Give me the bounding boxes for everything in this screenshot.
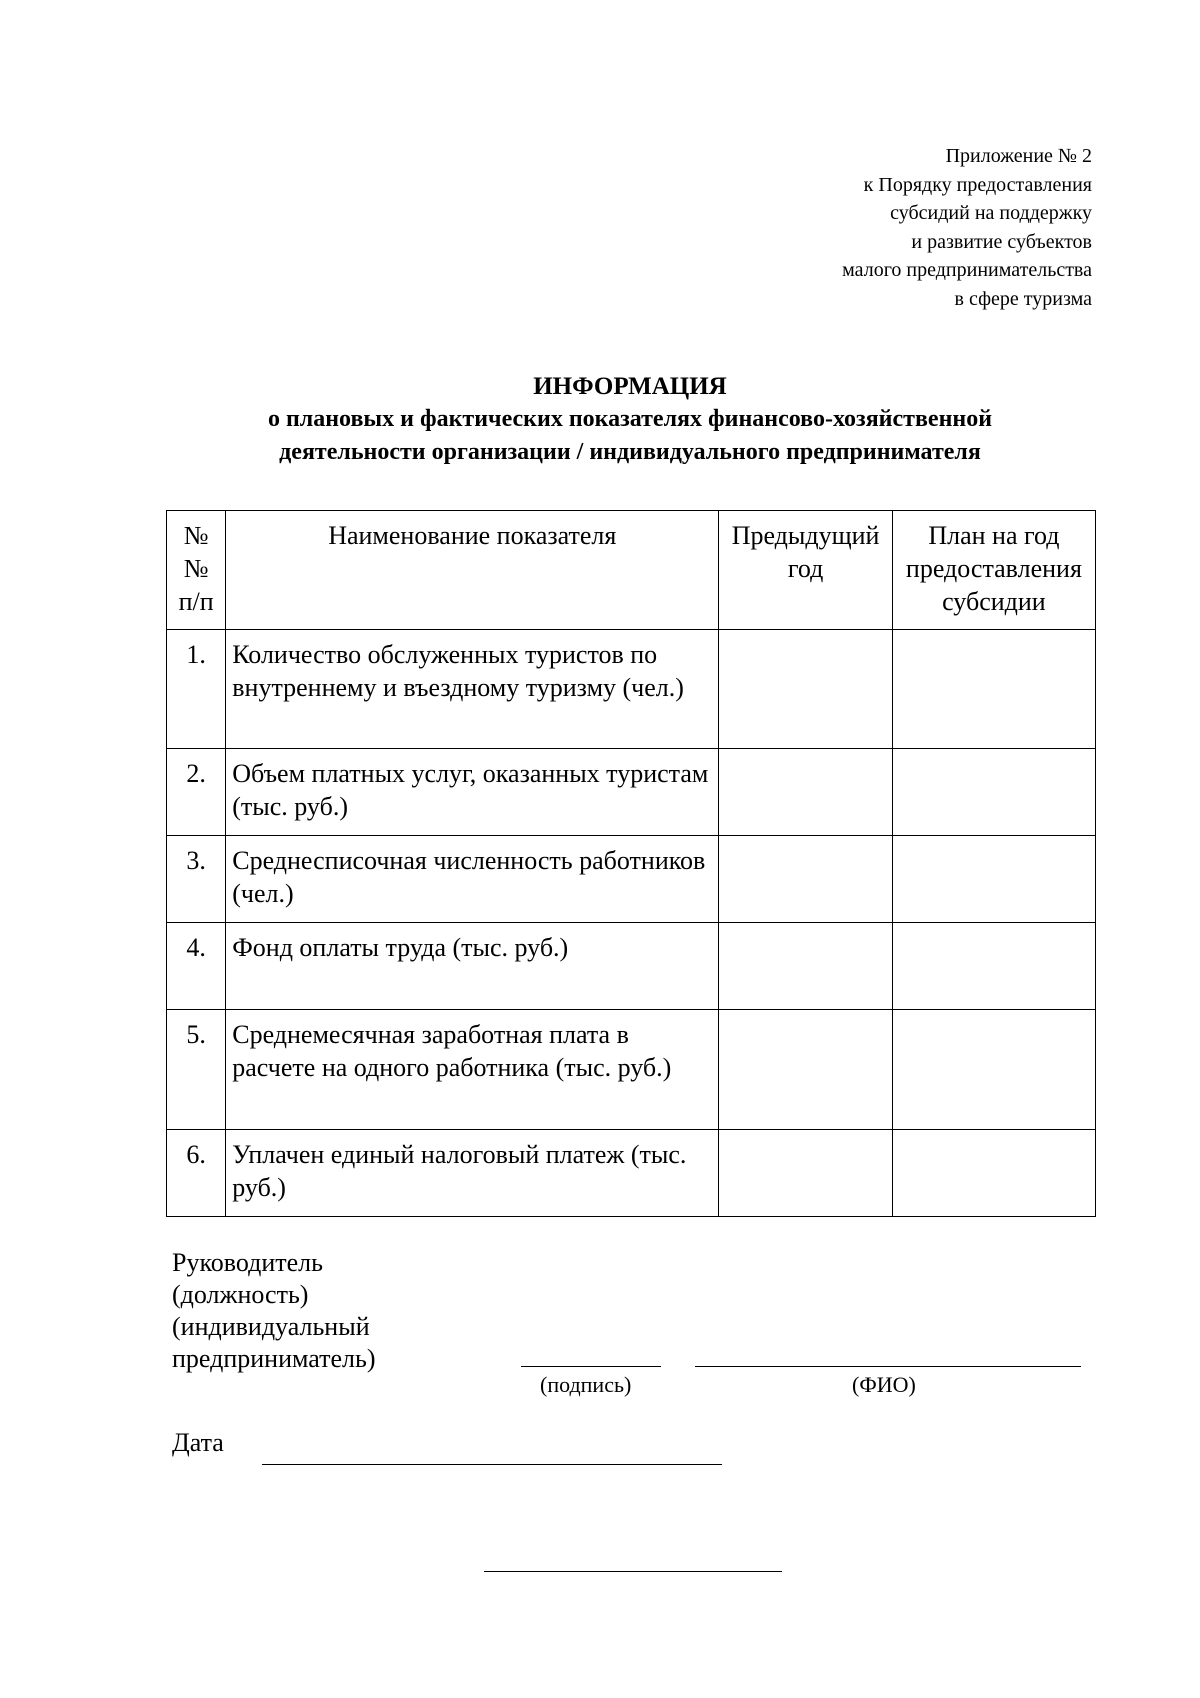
header-name: Наименование показателя bbox=[226, 511, 719, 630]
title-main: ИНФОРМАЦИЯ bbox=[533, 373, 727, 400]
name-line[interactable] bbox=[695, 1366, 1081, 1367]
row-num: 5. bbox=[167, 1010, 226, 1130]
table-row bbox=[167, 923, 1096, 1010]
row-plan-value[interactable] bbox=[892, 1010, 1095, 1130]
table-row bbox=[167, 749, 1096, 836]
row-num: 3. bbox=[167, 836, 226, 923]
table-header-row bbox=[167, 511, 1096, 630]
signer-title bbox=[172, 1247, 376, 1375]
row-plan-value[interactable] bbox=[892, 923, 1095, 1010]
name-caption: (ФИО) bbox=[852, 1372, 916, 1397]
appendix-line: Приложение № 2 bbox=[945, 145, 1092, 167]
row-plan-value[interactable] bbox=[892, 1130, 1095, 1217]
bottom-divider-line bbox=[484, 1571, 782, 1572]
header-prev-year: Предыдущий год bbox=[719, 511, 893, 630]
indicators-table bbox=[166, 510, 1096, 1217]
row-num: 6. bbox=[167, 1130, 226, 1217]
table-row bbox=[167, 630, 1096, 749]
document-title bbox=[0, 370, 1200, 469]
appendix-header bbox=[842, 142, 1092, 313]
signer-line: Руководитель bbox=[172, 1248, 323, 1277]
row-num: 4. bbox=[167, 923, 226, 1010]
row-indicator-name: Объем платных услуг, оказанных туристам (тыс. руб.) bbox=[226, 749, 719, 836]
header-plan: План на год предоставления субсидии bbox=[892, 511, 1095, 630]
row-indicator-name: Среднемесячная заработная плата в расчете на одного работника (тыс. руб.) bbox=[226, 1010, 719, 1130]
row-indicator-name: Фонд оплаты труда (тыс. руб.) bbox=[226, 923, 719, 1010]
signer-line: (должность) bbox=[172, 1280, 309, 1309]
row-indicator-name: Уплачен единый налоговый платеж (тыс. руб.) bbox=[226, 1130, 719, 1217]
appendix-line: и развитие субъектов bbox=[911, 230, 1092, 253]
title-line-3: деятельности организации / индивидуального предпринимателя bbox=[279, 439, 981, 465]
row-prev-value[interactable] bbox=[719, 1130, 893, 1217]
row-prev-value[interactable] bbox=[719, 923, 893, 1010]
appendix-line: к Порядку предоставления bbox=[863, 173, 1092, 196]
row-prev-value[interactable] bbox=[719, 630, 893, 749]
row-plan-value[interactable] bbox=[892, 749, 1095, 836]
row-num: 1. bbox=[167, 630, 226, 749]
title-line-2: о плановых и фактических показателях финансово-хозяйственной bbox=[267, 406, 993, 432]
date-line[interactable] bbox=[262, 1464, 722, 1465]
row-prev-value[interactable] bbox=[719, 836, 893, 923]
table-row bbox=[167, 836, 1096, 923]
date-label: Дата bbox=[172, 1428, 224, 1457]
row-prev-value[interactable] bbox=[719, 1010, 893, 1130]
row-num: 2. bbox=[167, 749, 226, 836]
signer-line: (индивидуальный bbox=[172, 1312, 370, 1341]
row-indicator-name: Количество обслуженных туристов по внутреннему и въездному туризму (чел.) bbox=[226, 630, 719, 749]
signature-caption: (подпись) bbox=[540, 1372, 632, 1397]
appendix-line: в сфере туризма bbox=[954, 287, 1092, 310]
header-num: №№ п/п bbox=[167, 511, 226, 630]
row-indicator-name: Среднесписочная численность работников (чел.) bbox=[226, 836, 719, 923]
appendix-line: малого предпринимательства bbox=[842, 259, 1092, 281]
table-row bbox=[167, 1010, 1096, 1130]
row-plan-value[interactable] bbox=[892, 630, 1095, 749]
signer-line: предприниматель) bbox=[172, 1344, 376, 1373]
table-row bbox=[167, 1130, 1096, 1217]
appendix-line: субсидий на поддержку bbox=[890, 202, 1092, 224]
row-prev-value[interactable] bbox=[719, 749, 893, 836]
signature-line[interactable] bbox=[521, 1366, 661, 1367]
row-plan-value[interactable] bbox=[892, 836, 1095, 923]
